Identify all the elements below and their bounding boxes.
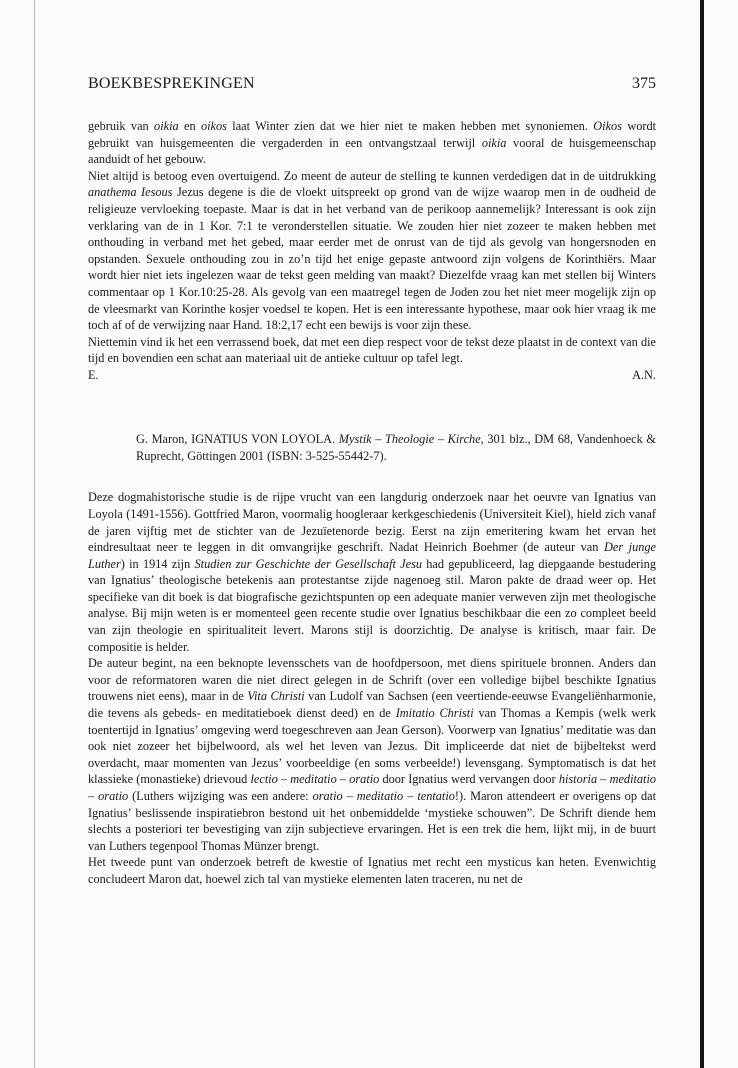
review2-body bbox=[88, 489, 656, 887]
italic-text: Mystik – Theologie – Kirche, bbox=[338, 431, 484, 446]
text-run: Het tweede punt van onderzoek betreft de kwestie of Ignatius met recht een mysticus kan heten. Evenwichtig concludeert Maron dat, hoewel zich tal van mystieke elementen laten traceren, nu net de bbox=[88, 855, 656, 886]
text-run: had gepubliceerd, lag diepgaande bestudering van Ignatius’ theologische betekenis aan protestantse zijde nagenoeg stil. Maron pakte de draad weer op. Het specifieke van dit boek is dat biografische gezichtspunten op een adequate manier verweven zijn met theologische analyse. Bij mijn weten is er momenteel geen recente studie over Ignatius beschikbaar die een zo compleet beeld van zijn theologie en spiritualiteit levert. Marons stijl is doorzichtig. De analyse is kritisch, maar fair. De compositie is helder. bbox=[88, 556, 656, 654]
italic-text: Der junge Luther bbox=[88, 540, 656, 571]
page-edge-right bbox=[700, 0, 704, 1068]
running-head: BOEKBESPREKINGEN bbox=[88, 75, 255, 92]
page-header bbox=[88, 75, 656, 97]
italic-text: oikia bbox=[481, 135, 507, 150]
text-run: wordt gebruikt van huisgemeenten die vergaderden in een ontvangstzaal terwijl bbox=[88, 119, 657, 150]
text-run: Niettemin vind ik het een verrassend boek, dat met een diep respect voor de tekst deze plaatst in de context van die tijd en bovendien een schat aan materiaal uit de antieke cultuur op tafel legt. bbox=[88, 334, 656, 366]
signature-right: A.N. bbox=[632, 367, 656, 382]
text-run: door Ignatius werd vervangen door bbox=[379, 772, 559, 787]
page-number: 375 bbox=[632, 75, 656, 92]
text-run: !). Maron attendeert er overigens op dat Ignatius’ beslissende inspiratiebron bestond uit het onbemiddelde ‘mystieke schouwen”. De Schrift diende hem slechts a posteriori ter bevestiging van zijn subjectieve ervaringen. Het is een trek die hem, lijkt mij, in de buurt van Luthers tegenpool Thomas Münzer brengt. bbox=[88, 789, 656, 853]
review2-paragraph-3 bbox=[88, 854, 656, 887]
italic-text: oikos bbox=[200, 119, 227, 133]
signature-left: E. bbox=[88, 367, 99, 382]
text-run: gebruik van bbox=[88, 119, 155, 133]
italic-text: oikia bbox=[154, 119, 179, 133]
italic-text: Vita Christi bbox=[247, 689, 305, 704]
italic-text: Oikos bbox=[593, 119, 622, 133]
italic-text: lectio – meditatio – oratio bbox=[250, 772, 380, 787]
text-run: ) in 1914 zijn bbox=[120, 556, 195, 571]
page-body bbox=[88, 118, 656, 888]
text-run: van Ludolf van Sachsen (een veertiende-eeuwse Evangeliënharmonie, die tevens als gebeds- en meditatieboek dienst deed) en de bbox=[88, 689, 657, 721]
text-run: G. Maron, IGNATIUS VON LOYOLA. bbox=[136, 431, 339, 446]
text-run: van Thomas a Kempis (welk werk toentertijd in Ignatius’ omgeving werd toegeschreven aan Jean Gerson). Voorwerp van Ignatius’ meditatie was dan ook niet zozeer het bijbelwoord, als wel het leven van Jezus. Dit impliceerde dat niet de bijbeltekst werd overdacht, maar momenten van Jezus’ voorbeeldige (en soms verbeelde!) levensgang. Symptomatisch is dat het klassieke (monastieke) drievoud bbox=[88, 706, 656, 787]
text-run: (Luthers wijziging was een andere: bbox=[128, 789, 313, 803]
italic-text: oratio – meditatio – tentatio bbox=[312, 789, 455, 803]
review2-bibliographic-heading bbox=[136, 431, 656, 466]
text-run: 301 blz., DM 68, Vandenhoeck & Ruprecht, Göttingen 2001 (ISBN: 3-525-55442-7). bbox=[136, 431, 657, 463]
review1-paragraph-2 bbox=[88, 168, 656, 334]
text-run: vooral de huisgemeenschap aanduidt of het gebouw. bbox=[88, 135, 657, 167]
review1-paragraph-3 bbox=[88, 334, 656, 367]
text-run: en bbox=[178, 119, 201, 133]
text-run: Jezus degene is die de vloekt uitspreekt op grond van de wijze waarop men in de oudheid de religieuze vervloeking toepaste. Maar is dat in het verband van de perikoop aannemelijk? Interessant is ook zijn verklaring van de in 1 Kor. 7:1 te veronderstellen situatie. We zouden hier niet zozeer te maken hebben met onthouding in verband met het gebed, maar eerder met de onrust van de tijd als gevolg van hongersnoden en opstanden. Sexuele onthouding zou in zo’n tijd het enige gepaste antwoord zijn volgens de Korinthiërs. Maar wordt hier niet iets ingelezen waar de tekst geen melding van maakt? Diezelfde vraag kan met stellen bij Winters commentaar op 1 Kor.10:25-28. Als gevolg van een maatregel tegen de Joden zou het niet meer mogelijk zijn op de vleesmarkt van Korinthe kosjer voedsel te kopen. Het is een interessante hypothese, maar ook hier vraag ik me toch af of de verwijzing naar Hand. 18:2,17 echt een bewijs is voor zijn these. bbox=[88, 185, 656, 333]
page-edge-left bbox=[34, 0, 35, 1068]
text-run: De auteur begint, na een beknopte levensschets van de hoofdpersoon, met diens spirituele bronnen. Anders dan voor de reformatoren waren die niet direct gelegen in de Schrift (over een volledige bijbel beschikte Ignatius trouwens niet eens), maar in de bbox=[88, 656, 656, 704]
review1-signature bbox=[88, 367, 656, 384]
italic-text: Imitatio Christi bbox=[395, 706, 474, 721]
text-run: Niet altijd is betoog even overtuigend. Zo meent de auteur de stelling te kunnen verdedigen dat in de uitdrukking bbox=[88, 168, 656, 183]
italic-text: historia – meditatio – oratio bbox=[88, 772, 657, 803]
text-run: laat Winter zien dat we hier niet te maken hebben met synoniemen. bbox=[226, 119, 594, 133]
review1-paragraph-1 bbox=[88, 118, 656, 168]
review2-paragraph-1 bbox=[88, 489, 656, 655]
italic-text: anathema Iesous bbox=[88, 185, 173, 200]
italic-text: Studien zur Geschichte der Gesellschaft Jesu bbox=[194, 556, 423, 571]
text-run: Deze dogmahistorische studie is de rijpe vrucht van een langdurig onderzoek naar het oeuvre van Ignatius van Loyola (1491-1556). Gottfried Maron, voormalig hoogleraar kerkgeschiedenis (Universiteit Kiel), hield zich vanaf de jaren vijftig met de stichter van de Jezuïetenorde bezig. Eerst na zijn emeritering kwam het ervan het eindresultaat neer te leggen in dit omvangrijke geschrift. Nadat Heinrich Boehmer (de auteur van bbox=[88, 490, 656, 555]
review2-paragraph-2 bbox=[88, 655, 656, 854]
